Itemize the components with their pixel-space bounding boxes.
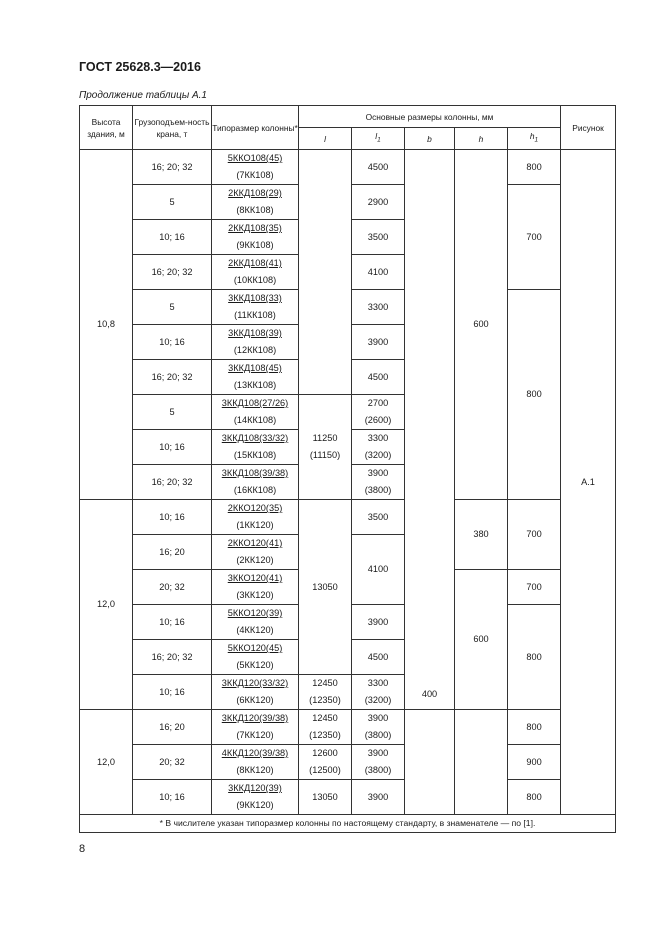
cell-capacity: 5 bbox=[133, 290, 212, 325]
cell-height-12-0: 12,0 bbox=[80, 710, 133, 815]
cell-h1: 700 bbox=[508, 570, 561, 605]
cell-l1: 3500 bbox=[352, 220, 405, 255]
cell-l1: 3900 bbox=[352, 605, 405, 640]
cell-h1: 800 bbox=[508, 290, 561, 500]
cell-h-600: 600 bbox=[455, 570, 508, 710]
cell-capacity: 16; 20; 32 bbox=[133, 255, 212, 290]
cell-capacity: 5 bbox=[133, 185, 212, 220]
cell-capacity: 10; 16 bbox=[133, 325, 212, 360]
cell-capacity: 5 bbox=[133, 395, 212, 430]
cell-typesize: 2ККО120(41) (2КК120) bbox=[212, 535, 299, 570]
cell-typesize: 3ККД108(33) (11КК108) bbox=[212, 290, 299, 325]
cell-typesize: 3ККД108(33/32) (15КК108) bbox=[212, 430, 299, 465]
header-dims: Основные размеры колонны, мм bbox=[299, 106, 561, 128]
cell-capacity: 10; 16 bbox=[133, 605, 212, 640]
cell-l: 12600 (12500) bbox=[299, 745, 352, 780]
header-h1: $h_1$ bbox=[508, 128, 561, 150]
header-l1: $l_1$ bbox=[352, 128, 405, 150]
cell-l1: 4100 bbox=[352, 255, 405, 290]
page-number: 8 bbox=[79, 843, 86, 855]
cell-typesize: 3ККД108(39) (12КК108) bbox=[212, 325, 299, 360]
cell-typesize: 2ККД108(35) (9КК108) bbox=[212, 220, 299, 255]
header-capacity: Грузоподъем-ность крана, т bbox=[133, 106, 212, 150]
cell-typesize: 3ККД108(45) (13КК108) bbox=[212, 360, 299, 395]
cell-l1: 2900 bbox=[352, 185, 405, 220]
header-l: l bbox=[299, 128, 352, 150]
cell-h1: 800 bbox=[508, 150, 561, 185]
cell-l1: 3900 (3800) bbox=[352, 710, 405, 745]
cell-typesize: 3ККД108(39/38) (16КК108) bbox=[212, 465, 299, 500]
cell-typesize: 3ККД120(33/32) (6КК120) bbox=[212, 675, 299, 710]
cell-l1: 2700 (2600) bbox=[352, 395, 405, 430]
cell-l: 12450 (12350) bbox=[299, 710, 352, 745]
cell-typesize: 5ККО108(45) (7КК108) bbox=[212, 150, 299, 185]
cell-capacity: 20; 32 bbox=[133, 745, 212, 780]
document-title: ГОСТ 25628.3—2016 bbox=[79, 60, 201, 74]
cell-capacity: 10; 16 bbox=[133, 675, 212, 710]
cell-l1: 3300 (3200) bbox=[352, 675, 405, 710]
cell-h-empty bbox=[455, 710, 508, 815]
cell-h1: 900 bbox=[508, 745, 561, 780]
cell-capacity: 10; 16 bbox=[133, 220, 212, 255]
cell-capacity: 10; 16 bbox=[133, 500, 212, 535]
cell-l1: 3300 bbox=[352, 290, 405, 325]
cell-capacity: 10; 16 bbox=[133, 430, 212, 465]
cell-capacity: 16; 20; 32 bbox=[133, 640, 212, 675]
cell-b: 400 bbox=[405, 150, 455, 710]
table-footnote: * В числителе указан типоразмер колонны по настоящему стандарту, в знаменателе — по [1]. bbox=[80, 815, 616, 833]
cell-l1: 4500 bbox=[352, 640, 405, 675]
columns-table bbox=[79, 105, 616, 833]
cell-l1: 4100 bbox=[352, 535, 405, 605]
cell-capacity: 20; 32 bbox=[133, 570, 212, 605]
cell-h-600: 600 bbox=[455, 150, 508, 500]
cell-h-380: 380 bbox=[455, 500, 508, 570]
cell-typesize: 5ККО120(39) (4КК120) bbox=[212, 605, 299, 640]
header-typesize: Типоразмер колонны* bbox=[212, 106, 299, 150]
cell-h1: 700 bbox=[508, 500, 561, 570]
cell-l: 12450 (12350) bbox=[299, 675, 352, 710]
cell-typesize: 4ККД120(39/38) (8КК120) bbox=[212, 745, 299, 780]
cell-typesize: 2ККД108(41) (10КК108) bbox=[212, 255, 299, 290]
header-h: h bbox=[455, 128, 508, 150]
cell-h1: 800 bbox=[508, 780, 561, 815]
cell-l-empty bbox=[299, 150, 352, 395]
cell-capacity: 10; 16 bbox=[133, 780, 212, 815]
cell-h1: 700 bbox=[508, 185, 561, 290]
header-b: b bbox=[405, 128, 455, 150]
cell-typesize: 3ККД108(27/26) (14КК108) bbox=[212, 395, 299, 430]
cell-typesize: 2ККО120(35) (1КК120) bbox=[212, 500, 299, 535]
cell-typesize: 3ККД120(39) (9КК120) bbox=[212, 780, 299, 815]
cell-h1: 800 bbox=[508, 605, 561, 710]
cell-l: 13050 bbox=[299, 780, 352, 815]
cell-l1: 3900 (3800) bbox=[352, 465, 405, 500]
cell-l1: 3300 (3200) bbox=[352, 430, 405, 465]
cell-capacity: 16; 20; 32 bbox=[133, 150, 212, 185]
cell-height-12-0: 12,0 bbox=[80, 500, 133, 710]
cell-l: 11250 (11150) bbox=[299, 395, 352, 500]
cell-typesize: 3ККД120(39/38) (7КК120) bbox=[212, 710, 299, 745]
header-height: Высота здания, м bbox=[80, 106, 133, 150]
cell-l1: 3900 bbox=[352, 325, 405, 360]
table-caption: Продолжение таблицы А.1 bbox=[79, 90, 207, 101]
cell-figure: А.1 bbox=[561, 150, 616, 815]
header-figure: Рисунок bbox=[561, 106, 616, 150]
cell-height-10-8: 10,8 bbox=[80, 150, 133, 500]
cell-l1: 3900 bbox=[352, 780, 405, 815]
cell-l1: 4500 bbox=[352, 150, 405, 185]
cell-capacity: 16; 20; 32 bbox=[133, 360, 212, 395]
cell-b-empty bbox=[405, 710, 455, 815]
cell-l1: 4500 bbox=[352, 360, 405, 395]
cell-l: 13050 bbox=[299, 500, 352, 675]
cell-capacity: 16; 20 bbox=[133, 535, 212, 570]
cell-h1: 800 bbox=[508, 710, 561, 745]
cell-typesize: 3ККО120(41) (3КК120) bbox=[212, 570, 299, 605]
cell-l1: 3900 (3800) bbox=[352, 745, 405, 780]
cell-capacity: 16; 20; 32 bbox=[133, 465, 212, 500]
cell-typesize: 5ККО120(45) (5КК120) bbox=[212, 640, 299, 675]
cell-typesize: 2ККД108(29) (8КК108) bbox=[212, 185, 299, 220]
cell-l1: 3500 bbox=[352, 500, 405, 535]
cell-capacity: 16; 20 bbox=[133, 710, 212, 745]
